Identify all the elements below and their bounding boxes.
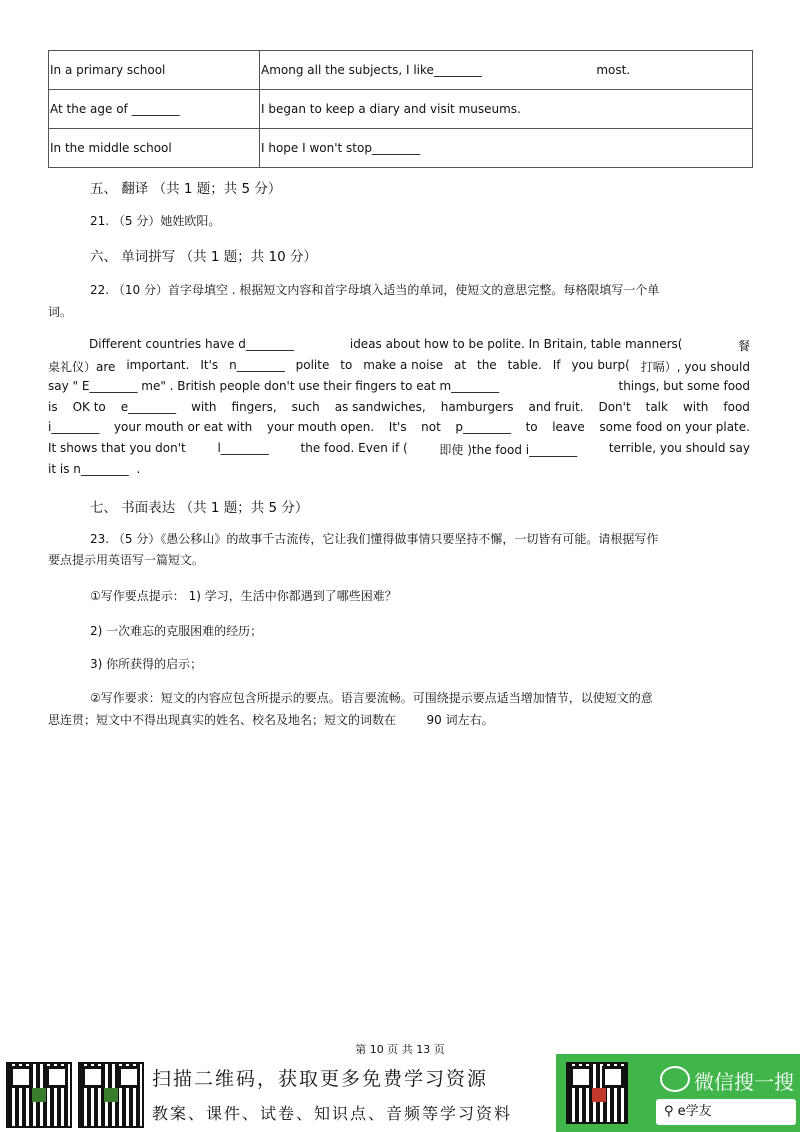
passage-segment: say " E________ me" . British people don't use their fingers to eat m________ [48, 379, 500, 393]
passage-line-6 [48, 441, 750, 458]
passage-segment: n________ [229, 358, 285, 372]
writing-requirement: ②写作要求：短文的内容应包含所提示的要点。语言要流畅。可围绕提示要点适当增加情节，以使短文的意 [90, 691, 653, 705]
passage-segment: 餐 [737, 339, 750, 353]
wechat-search-title: 微信搜一搜 [694, 1070, 794, 1094]
passage-segment: If [552, 358, 561, 372]
passage-segment: e________ [120, 400, 177, 414]
passage-line-3 [48, 379, 750, 393]
qr-code-icon[interactable] [566, 1062, 628, 1124]
passage-segment: 桌礼仪）are [48, 360, 116, 374]
promo-headline: 扫描二维码，获取更多免费学习资源 [152, 1068, 489, 1090]
section-heading-translate: 五、 翻译 （共 1 题；共 5 分） [90, 181, 282, 197]
passage-segment: p________ [455, 420, 512, 434]
table-cell-right: I hope I won't stop________ [260, 129, 753, 168]
passage-segment: to [525, 420, 538, 434]
passage-segment: talk [645, 400, 668, 414]
passage-segment: It's [200, 358, 219, 372]
passage-segment: and fruit. [528, 400, 584, 414]
table-row [49, 51, 753, 90]
question-22-intro-cont: 词。 [48, 305, 73, 319]
question-23-intro-cont: 要点提示用英语写一篇短文。 [48, 553, 205, 567]
passage-line-1 [48, 337, 750, 354]
table-cell-right: Among all the subjects, I like________ most. [260, 51, 753, 90]
table-cell-left: At the age of ________ [49, 90, 260, 129]
passage-segment: polite [295, 358, 330, 372]
question-23-intro: 23. （5 分）《愚公移山》的故事千古流传，它让我们懂得做事情只要坚持不懈，一切皆有可能。请根据写作 [90, 532, 659, 546]
passage-segment: as sandwiches, [334, 400, 426, 414]
table-cell-left: In the middle school [49, 129, 260, 168]
passage-segment: important. [126, 358, 190, 372]
passage-segment: terrible, you should say [608, 441, 750, 455]
table-row [49, 129, 753, 168]
wechat-icon [660, 1066, 690, 1092]
question-22-intro: 22. （10 分）首字母填空 . 根据短文内容和首字母填入适当的单词，使短文的意思完整。每格限填写一个单 [90, 283, 660, 297]
passage-segment: OK to [72, 400, 106, 414]
section-heading-writing: 七、 书面表达 （共 1 题；共 5 分） [90, 500, 309, 516]
search-input[interactable]: e学友 [677, 1104, 712, 1119]
passage-segment: 打嗝）, you should [640, 360, 750, 374]
passage-segment: 即使 )the food i________ [439, 443, 578, 457]
passage-segment: is [48, 400, 58, 414]
section-heading-spelling: 六、 单词拼写 （共 1 题；共 10 分） [90, 249, 318, 265]
passage-segment: i________ [48, 420, 100, 434]
passage-segment: It's [388, 420, 407, 434]
passage-segment: the [477, 358, 497, 372]
writing-tip-1: ①写作要点提示： 1) 学习，生活中你都遇到了哪些困难？ [90, 589, 397, 603]
passage-segment: l________ [217, 441, 269, 455]
table-cell-left: In a primary school [49, 51, 260, 90]
passage-segment: things, but some food [618, 379, 750, 393]
qr-code-icon[interactable] [6, 1062, 72, 1128]
passage-segment: with [682, 400, 709, 414]
writing-requirement-cont: 思连贯；短文中不得出现真实的姓名、校名及地名；短文的词数在 90 词左右。 [48, 713, 494, 727]
qr-code-icon[interactable] [78, 1062, 144, 1128]
passage-segment: such [291, 400, 320, 414]
table-cell-right: I began to keep a diary and visit museums. [260, 90, 753, 129]
passage-segment: you burp( [571, 358, 630, 372]
passage-segment: your mouth open. [266, 420, 375, 434]
passage-segment: It shows that you don't [48, 441, 186, 455]
promo-subline: 教案、课件、试卷、知识点、音频等学习资料 [152, 1104, 513, 1123]
passage-line-7: it is n________ . [48, 462, 141, 476]
wechat-search-box[interactable] [656, 1099, 796, 1125]
passage-segment: some food on your plate. [599, 420, 750, 434]
page-number: 第 10 页 共 13 页 [355, 1043, 445, 1056]
passage-segment: Don't [598, 400, 631, 414]
passage-segment: fingers, [231, 400, 277, 414]
table-row [49, 90, 753, 129]
passage-segment: Different countries have d________ [89, 337, 294, 351]
passage-segment: leave [552, 420, 585, 434]
passage-segment: the food. Even if ( [300, 441, 408, 455]
writing-tip-3: 3) 你所获得的启示； [90, 657, 203, 671]
question-21: 21. （5 分）她姓欧阳。 [90, 214, 221, 228]
passage-segment: at [454, 358, 467, 372]
passage-segment: hamburgers [440, 400, 514, 414]
passage-segment: ideas about how to be polite. In Britain, table manners( [349, 337, 683, 351]
passage-segment: with [191, 400, 217, 414]
passage-line-4 [48, 400, 750, 414]
passage-segment: your mouth or eat with [113, 420, 253, 434]
answer-table [48, 50, 753, 168]
passage-segment: table. [507, 358, 542, 372]
writing-tip-2: 2) 一次难忘的克服困难的经历； [90, 624, 263, 638]
passage-segment: not [421, 420, 441, 434]
passage-segment: food [723, 400, 750, 414]
passage-line-2 [48, 358, 750, 375]
passage-line-5 [48, 420, 750, 434]
passage-segment: to [340, 358, 353, 372]
passage-segment: make a noise [363, 358, 444, 372]
search-icon: ⚲ [664, 1104, 674, 1119]
